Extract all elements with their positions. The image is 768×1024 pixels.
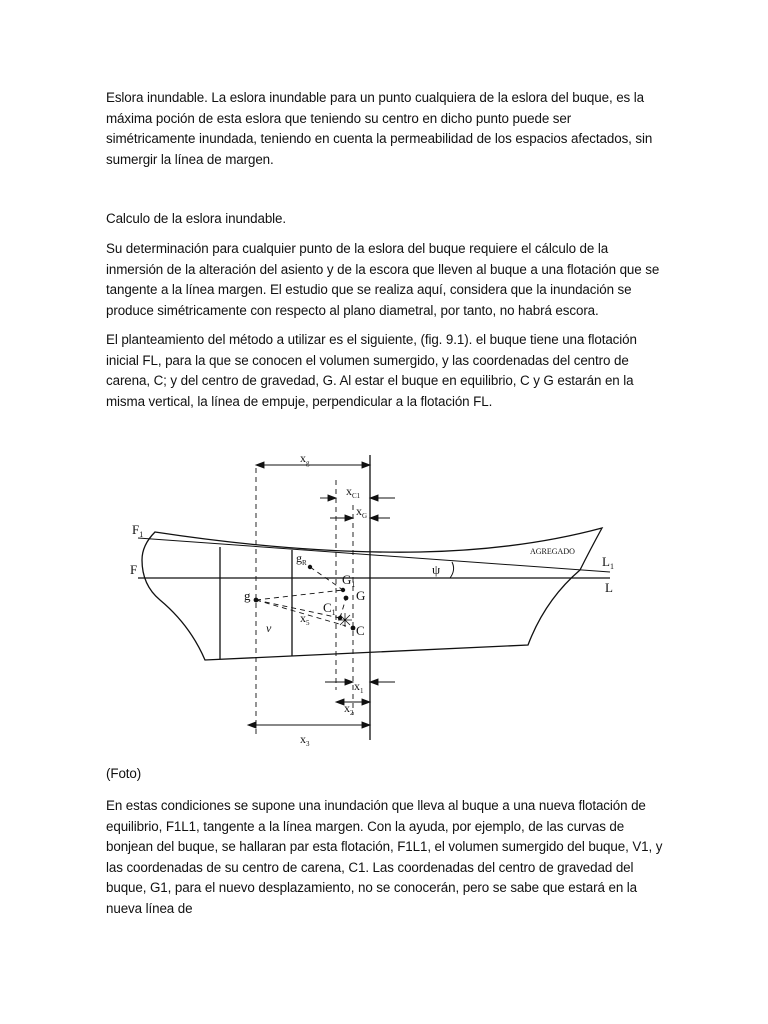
label-F: F bbox=[130, 562, 138, 577]
dashed-g-G1 bbox=[256, 590, 343, 600]
method-paragraph: El planteamiento del método a utilizar es el siguiente, (fig. 9.1). el buque tiene una flotación inicial FL, para la que se conocen el volumen sumergido, y las coordenadas del centro de carena, C; y del centro de gravedad, G. Al estar el buque en equilibrio, C y G estarán en la misma vertical, la línea de empuje, perpendicular a la flotación FL. bbox=[106, 332, 637, 409]
label-gR: $g_R$ bbox=[296, 551, 307, 567]
conditions-paragraph: En estas condiciones se supone una inundación que lleva al buque a una nueva flotación de equilibrio, F1L1, tangente a la línea margen. Con la ayuda, por ejemplo, de las curvas de bonjean del buque, se hallaran par esta flotación, F1L1, el volumen sumergido del buque, V1, y las coordenadas de su centro de carena, C1. Las coordenadas del centro de gravedad del buque, G1, para el nuevo desplazamiento, no se conocerán, pero se sabe que estará en la nueva línea de bbox=[106, 798, 663, 916]
label-G: G bbox=[356, 588, 366, 603]
flooding-diagram bbox=[120, 450, 640, 760]
label-xg: $x_g$ bbox=[300, 451, 310, 467]
figure-caption: (Foto) bbox=[106, 766, 142, 781]
label-x3: $x_3$ bbox=[300, 732, 310, 748]
label-agregado: AGREGADO bbox=[530, 547, 575, 556]
label-xG: $x_G$ bbox=[356, 504, 368, 520]
label-xS: $x_5$ bbox=[300, 611, 310, 627]
label-C: C bbox=[356, 623, 365, 638]
label-v: v bbox=[266, 621, 272, 635]
label-C1: $C_1$ bbox=[323, 600, 336, 617]
label-F1: $F_1$ bbox=[132, 522, 144, 539]
label-psi: ψ bbox=[432, 562, 441, 577]
label-L1: $L_1$ bbox=[602, 554, 614, 571]
label-G1: $G_1$ bbox=[342, 572, 356, 589]
label-g: g bbox=[244, 588, 251, 603]
label-L: L bbox=[605, 580, 613, 595]
eslora-definition-paragraph: Eslora inundable. La eslora inundable para un punto cualquiera de la eslora del buque, es la máxima poción de esta eslora que teniendo su centro en dicho punto puede ser simétricamente inundada, teniendo en cuenta la permeabilidad de los espacios afectados, sin sumergir la línea de margen. bbox=[106, 90, 653, 167]
calculation-heading: Calculo de la eslora inundable. bbox=[106, 211, 287, 226]
label-xC1: $x_{C1}$ bbox=[346, 484, 361, 500]
label-x2: $x_2$ bbox=[344, 701, 354, 717]
determination-paragraph: Su determinación para cualquier punto de la eslora del buque requiere el cálculo de la inmersión de la alteración del asiento y de la escora que lleven al buque a una flotación que se tangente a la línea margen. El estudio que se realiza aquí, considera que la inundación se produce simétricamente con respecto al plano diametral, por tanto, no habrá escora. bbox=[106, 241, 660, 318]
label-x1: $x_1$ bbox=[354, 679, 364, 695]
